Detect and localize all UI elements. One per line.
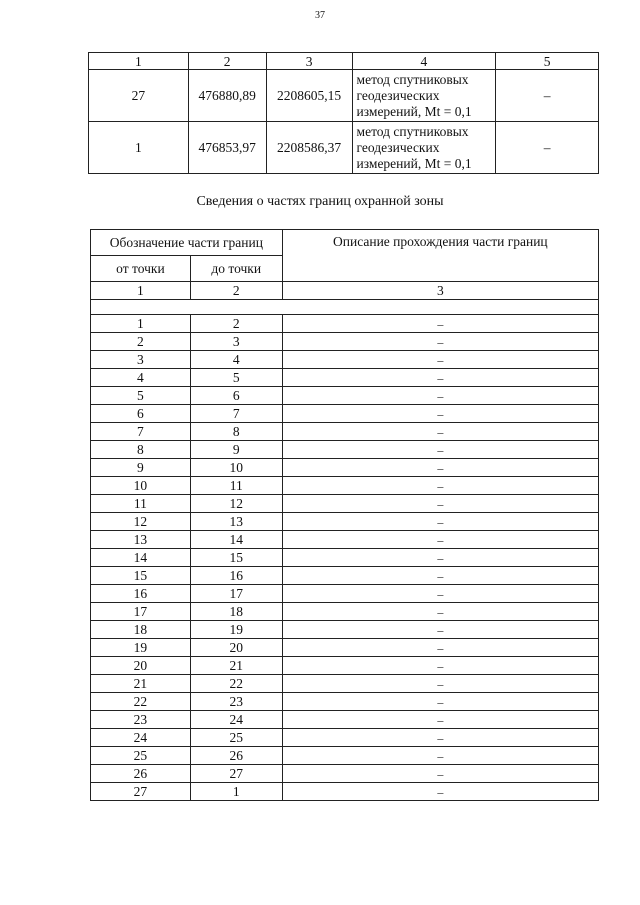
from-point: 2: [91, 333, 191, 351]
segment-description: –: [282, 369, 598, 387]
table-row: [91, 675, 599, 693]
to-point: 15: [190, 549, 282, 567]
to-point: 4: [190, 351, 282, 369]
segment-description: –: [282, 495, 598, 513]
from-point: 17: [91, 603, 191, 621]
segment-description: –: [282, 783, 598, 801]
coordinates-header-row: [89, 53, 599, 70]
table-row: [91, 711, 599, 729]
from-point: 18: [91, 621, 191, 639]
header-description: Описание прохождения части границ: [282, 230, 598, 282]
segment-description: –: [282, 441, 598, 459]
col-number: 3: [282, 282, 598, 300]
segment-description: –: [282, 711, 598, 729]
method-cell: [352, 70, 496, 122]
from-point: 19: [91, 639, 191, 657]
from-point: 10: [91, 477, 191, 495]
segment-description: –: [282, 549, 598, 567]
coord-x: 476853,97: [188, 122, 266, 174]
from-point: 6: [91, 405, 191, 423]
segment-description: –: [282, 603, 598, 621]
from-point: 20: [91, 657, 191, 675]
to-point: 13: [190, 513, 282, 531]
to-point: 12: [190, 495, 282, 513]
segment-description: –: [282, 477, 598, 495]
segment-description: –: [282, 387, 598, 405]
segment-description: –: [282, 639, 598, 657]
from-point: 26: [91, 765, 191, 783]
from-point: 15: [91, 567, 191, 585]
col-number: 1: [91, 282, 191, 300]
to-point: 10: [190, 459, 282, 477]
boundary-segments-table: [90, 229, 599, 801]
from-point: 4: [91, 369, 191, 387]
col-header: 4: [352, 53, 496, 70]
empty-row: [91, 300, 599, 315]
table-row: [91, 549, 599, 567]
method-line: геодезических: [356, 87, 440, 103]
table-row: [91, 765, 599, 783]
from-point: 12: [91, 513, 191, 531]
from-point: 3: [91, 351, 191, 369]
segment-description: –: [282, 675, 598, 693]
to-point: 8: [190, 423, 282, 441]
to-point: 16: [190, 567, 282, 585]
header-to-point: до точки: [190, 256, 282, 282]
segment-description: –: [282, 765, 598, 783]
table-row: [91, 585, 599, 603]
table-row: [91, 603, 599, 621]
from-point: 11: [91, 495, 191, 513]
from-point: 1: [91, 315, 191, 333]
from-point: 24: [91, 729, 191, 747]
table-row: [91, 693, 599, 711]
table-row: [91, 657, 599, 675]
from-point: 13: [91, 531, 191, 549]
to-point: 25: [190, 729, 282, 747]
coord-y: 2208605,15: [266, 70, 352, 122]
to-point: 3: [190, 333, 282, 351]
segment-description: –: [282, 531, 598, 549]
to-point: 21: [190, 657, 282, 675]
table-row: [91, 747, 599, 765]
col-header: 1: [89, 53, 189, 70]
to-point: 26: [190, 747, 282, 765]
from-point: 8: [91, 441, 191, 459]
to-point: 27: [190, 765, 282, 783]
segment-description: –: [282, 423, 598, 441]
from-point: 14: [91, 549, 191, 567]
segment-description: –: [282, 315, 598, 333]
from-point: 16: [91, 585, 191, 603]
to-point: 7: [190, 405, 282, 423]
method-line: метод спутниковых: [356, 123, 469, 139]
from-point: 23: [91, 711, 191, 729]
to-point: 17: [190, 585, 282, 603]
to-point: 9: [190, 441, 282, 459]
point-number: 27: [89, 70, 189, 122]
segment-description: –: [282, 513, 598, 531]
table-row: [91, 513, 599, 531]
col-header: 3: [266, 53, 352, 70]
from-point: 22: [91, 693, 191, 711]
table-row: [91, 315, 599, 333]
segment-description: –: [282, 657, 598, 675]
table-row: [91, 783, 599, 801]
method-line: геодезических: [356, 139, 440, 155]
to-point: 1: [190, 783, 282, 801]
section-title: Сведения о частях границ охранной зоны: [196, 194, 444, 209]
table-row: [91, 729, 599, 747]
to-point: 2: [190, 315, 282, 333]
column-numbers-row: [91, 282, 599, 300]
header-from-point: от точки: [91, 256, 191, 282]
method-cell: [352, 122, 496, 174]
method-line: метод спутниковых: [356, 71, 469, 87]
table-row: [89, 122, 599, 174]
segments-header-row: [91, 230, 599, 256]
coordinates-table: [88, 52, 599, 174]
segment-description: –: [282, 351, 598, 369]
table-row: [89, 70, 599, 122]
segment-description: –: [282, 747, 598, 765]
to-point: 24: [190, 711, 282, 729]
coord-y: 2208586,37: [266, 122, 352, 174]
from-point: 5: [91, 387, 191, 405]
table-row: [91, 567, 599, 585]
col-number: 2: [190, 282, 282, 300]
to-point: 22: [190, 675, 282, 693]
page-number: 37: [315, 10, 325, 21]
to-point: 5: [190, 369, 282, 387]
table-row: [91, 333, 599, 351]
segment-description: –: [282, 729, 598, 747]
point-number: 1: [89, 122, 189, 174]
table-row: [91, 387, 599, 405]
segment-description: –: [282, 567, 598, 585]
table-row: [91, 441, 599, 459]
table-row: [91, 531, 599, 549]
to-point: 6: [190, 387, 282, 405]
col-header: 2: [188, 53, 266, 70]
to-point: 11: [190, 477, 282, 495]
segment-description: –: [282, 405, 598, 423]
to-point: 19: [190, 621, 282, 639]
method-line: измерений, Mt = 0,1: [356, 103, 472, 119]
to-point: 23: [190, 693, 282, 711]
segment-description: –: [282, 459, 598, 477]
method-line: измерений, Mt = 0,1: [356, 155, 472, 171]
table-row: [91, 405, 599, 423]
table-row: [91, 477, 599, 495]
segment-description: –: [282, 333, 598, 351]
table-row: [91, 459, 599, 477]
note-cell: –: [496, 122, 599, 174]
from-point: 9: [91, 459, 191, 477]
segment-description: –: [282, 621, 598, 639]
table-row: [91, 351, 599, 369]
to-point: 14: [190, 531, 282, 549]
to-point: 20: [190, 639, 282, 657]
segment-description: –: [282, 693, 598, 711]
table-row: [91, 639, 599, 657]
to-point: 18: [190, 603, 282, 621]
from-point: 27: [91, 783, 191, 801]
from-point: 21: [91, 675, 191, 693]
table-row: [91, 495, 599, 513]
from-point: 25: [91, 747, 191, 765]
note-cell: –: [496, 70, 599, 122]
coord-x: 476880,89: [188, 70, 266, 122]
table-row: [91, 423, 599, 441]
table-row: [91, 369, 599, 387]
from-point: 7: [91, 423, 191, 441]
table-row: [91, 621, 599, 639]
header-group-label: Обозначение части границ: [91, 230, 283, 256]
col-header: 5: [496, 53, 599, 70]
segment-description: –: [282, 585, 598, 603]
